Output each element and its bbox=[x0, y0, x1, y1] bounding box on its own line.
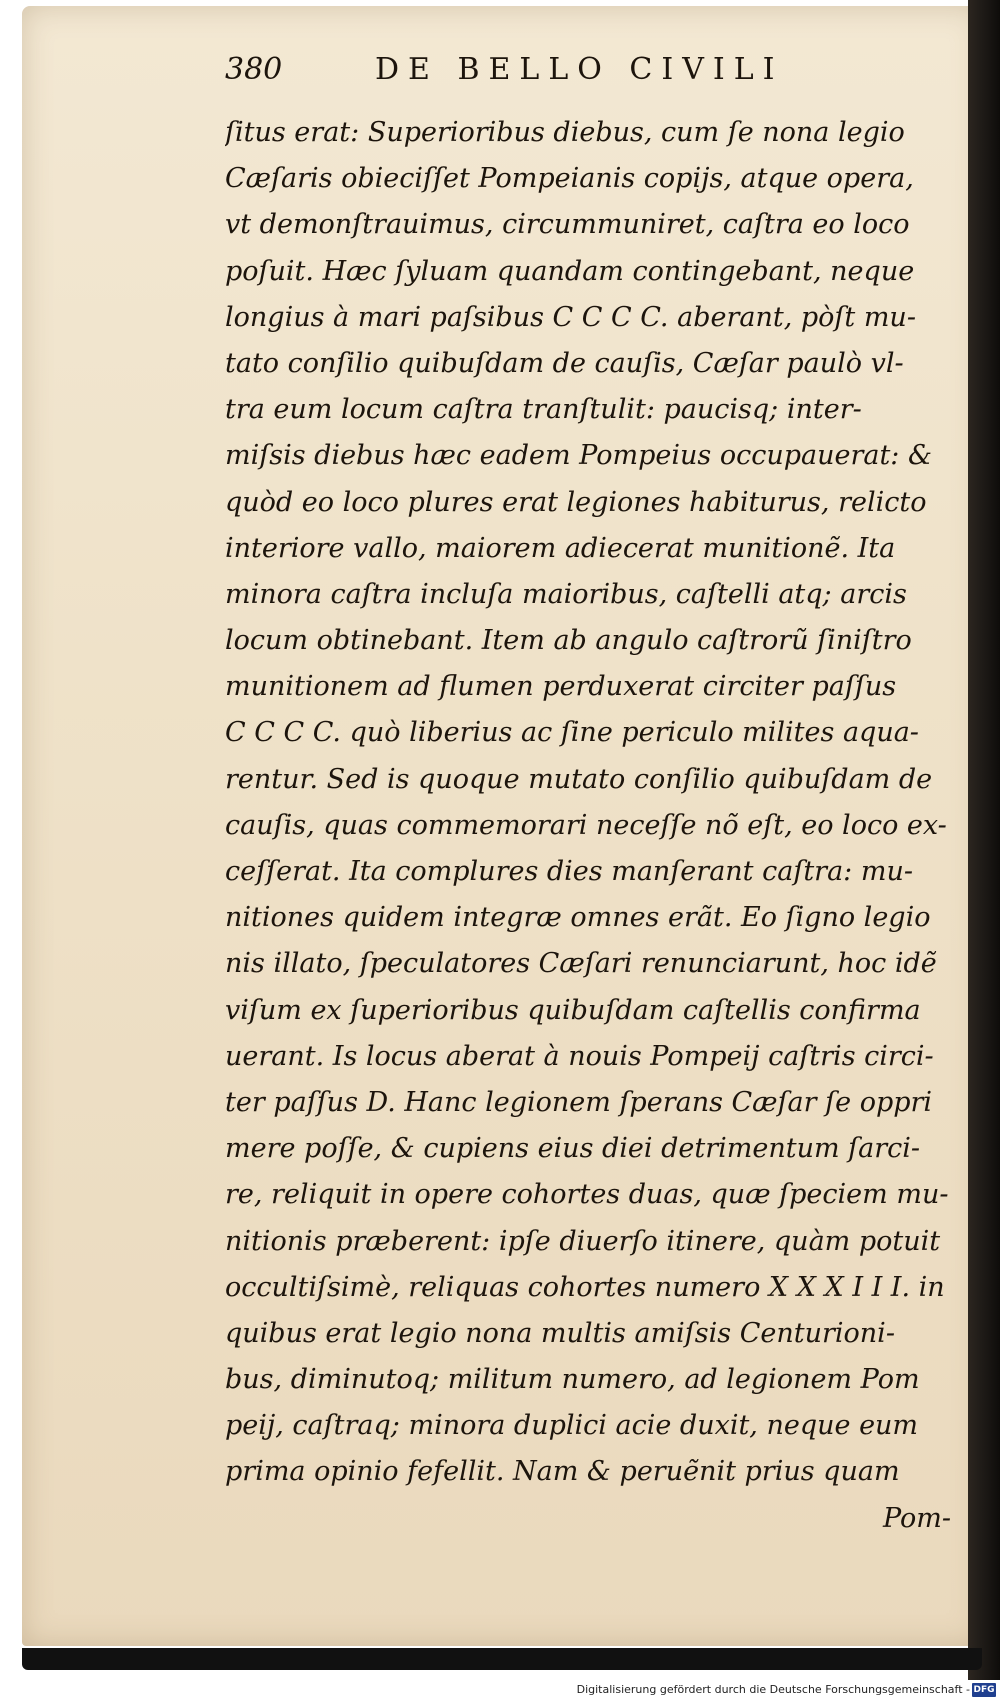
page-bottom-shadow bbox=[22, 1648, 982, 1670]
text-line: poſuit. Hæc ſyluam quandam contingebant, neque bbox=[225, 255, 915, 287]
funding-credit: Digitalisierung gefördert durch die Deutsche Forschungsgemeinschaft - bbox=[576, 1683, 970, 1696]
text-line: ſitus erat: Superioribus diebus, cum ſe nona legio bbox=[225, 117, 905, 148]
page-text-block bbox=[225, 52, 955, 1534]
text-line: interiore vallo, maiorem adiecerat munitionẽ. Ita bbox=[225, 532, 896, 564]
text-line: locum obtinebant. Item ab angulo caſtrorũ ſiniſtro bbox=[225, 625, 912, 657]
digitization-footer bbox=[0, 1681, 1000, 1700]
text-line: nis illato, ſpeculatores Cæſari renunciarunt, hoc idẽ bbox=[225, 948, 937, 980]
text-line: munitionem ad flumen perduxerat circiter paſſus bbox=[225, 671, 897, 703]
running-head bbox=[225, 52, 955, 106]
text-line: quòd eo loco plures erat legiones habiturus, relicto bbox=[225, 486, 927, 518]
text-line: ter paſſus D. Hanc legionem ſperans Cæſar ſe oppri bbox=[225, 1086, 933, 1118]
text-line: miſsis diebus hæc eadem Pompeius occupauerat: & bbox=[225, 440, 933, 472]
text-line: uerant. Is locus aberat à nouis Pompeij caſtris circi- bbox=[225, 1040, 934, 1072]
text-line: nitiones quidem integræ omnes erãt. Eo ſigno legio bbox=[225, 902, 931, 934]
text-line: vt demonſtrauimus, circummuniret, caſtra eo loco bbox=[225, 209, 910, 241]
text-line: tra eum locum caſtra tranſtulit: paucisq; inter- bbox=[225, 394, 862, 426]
text-line: re, reliquit in opere cohortes duas, quæ ſpeciem mu- bbox=[225, 1179, 949, 1211]
text-line: tato conſilio quibuſdam de cauſis, Cæſar paulò vl- bbox=[225, 347, 904, 379]
body-text bbox=[225, 110, 955, 1496]
text-line: bus, diminutoq; militum numero, ad legionem Pom bbox=[225, 1364, 920, 1396]
text-line: C C C C. quò liberius ac ſine periculo milites aqua- bbox=[225, 717, 919, 749]
text-line: cauſis, quas commemorari neceſſe nõ eſt, eo loco ex- bbox=[225, 809, 947, 841]
text-line: peij, caſtraq; minora duplici acie duxit, neque eum bbox=[225, 1410, 919, 1442]
text-line: nitionis præberent: ipſe diuerſo itinere, quàm potuit bbox=[225, 1225, 941, 1257]
text-line: occultiſsimè, reliquas cohortes numero X X X I I I. in bbox=[225, 1271, 945, 1303]
text-line: ceſſerat. Ita complures dies manſerant caſtra: mu- bbox=[225, 856, 913, 887]
book-binding-edge bbox=[968, 0, 1000, 1680]
dfg-logo-icon: DFG bbox=[973, 1685, 995, 1695]
text-line: prima opinio fefellit. Nam & peruẽnit prius quam bbox=[225, 1456, 900, 1488]
text-line: Cæſaris obieciſſet Pompeianis copijs, atque opera, bbox=[225, 163, 914, 195]
running-title: DE BELLO CIVILI bbox=[375, 52, 784, 87]
text-line: longius à mari paſsibus C C C C. aberant, pòſt mu- bbox=[225, 301, 916, 333]
catchword: Pom- bbox=[882, 1502, 951, 1534]
page-number: 380 bbox=[225, 52, 283, 87]
text-line: viſum ex ſuperioribus quibuſdam caſtellis confirma bbox=[225, 994, 921, 1026]
text-line: minora caſtra incluſa maioribus, caſtelli atq; arcis bbox=[225, 578, 907, 610]
text-line: rentur. Sed is quoque mutato conſilio quibuſdam de bbox=[225, 763, 933, 795]
text-line: mere poſſe, & cupiens eius diei detrimentum ſarci- bbox=[225, 1133, 921, 1165]
text-line: quibus erat legio nona multis amiſsis Centurioni- bbox=[225, 1317, 895, 1349]
